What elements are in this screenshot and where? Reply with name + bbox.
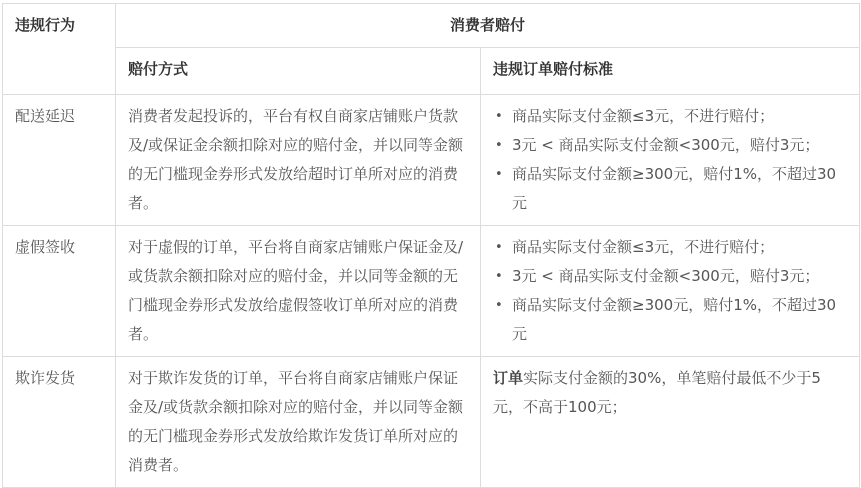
bullet-item: • 商品实际支付金额≤3元，不进行赔付； [493, 233, 847, 262]
header-row-1 [3, 4, 860, 48]
header-consumer-compensation: 消费者赔付 [116, 4, 860, 48]
standard-bullet-list [493, 233, 847, 349]
standard-bullet-list [493, 102, 847, 218]
method-cell: 消费者发起投诉的，平台有权自商家店铺账户货款及/或保证金余额扣除对应的赔付金，并以同等金额的无门槛现金券形式发放给超时订单所对应的消费者。 [116, 95, 481, 226]
table-row-delivery-delay [3, 95, 860, 226]
bullet-item: • 3元 < 商品实际支付金额<300元，赔付3元； [493, 262, 847, 291]
standard-cell [481, 357, 860, 488]
violation-cell: 虚假签收 [3, 226, 116, 357]
standard-text: 实际支付金额的30%，单笔赔付最低不少于5元，不高于100元； [493, 369, 821, 416]
header-row-2 [3, 48, 860, 95]
bullet-item: • 3元 < 商品实际支付金额<300元，赔付3元； [493, 131, 847, 160]
table-row-fraudulent-shipping [3, 357, 860, 488]
consumer-compensation-table [2, 3, 860, 488]
bullet-item: • 商品实际支付金额≤3元，不进行赔付； [493, 102, 847, 131]
method-cell: 对于虚假的订单，平台将自商家店铺账户保证金及/或货款余额扣除对应的赔付金，并以同等金额的无门槛现金券形式发放给虚假签收订单所对应的消费者。 [116, 226, 481, 357]
violation-cell: 欺诈发货 [3, 357, 116, 488]
standard-bold-prefix: 订单 [493, 369, 524, 387]
table-body [3, 95, 860, 488]
table-header [3, 4, 860, 95]
subheader-violation-order-standard: 违规订单赔付标准 [481, 48, 860, 95]
subheader-compensation-method: 赔付方式 [116, 48, 481, 95]
standard-paragraph [493, 364, 847, 422]
header-violation-behavior: 违规行为 [3, 4, 116, 95]
bullet-item: • 商品实际支付金额≥300元，赔付1%，不超过30元 [493, 160, 847, 218]
violation-cell: 配送延迟 [3, 95, 116, 226]
standard-cell [481, 95, 860, 226]
method-cell: 对于欺诈发货的订单，平台将自商家店铺账户保证金及/或货款余额扣除对应的赔付金，并以同等金额的无门槛现金券形式发放给欺诈发货订单所对应的消费者。 [116, 357, 481, 488]
bullet-item: • 商品实际支付金额≥300元，赔付1%，不超过30元 [493, 291, 847, 349]
table-row-false-receipt [3, 226, 860, 357]
standard-cell [481, 226, 860, 357]
